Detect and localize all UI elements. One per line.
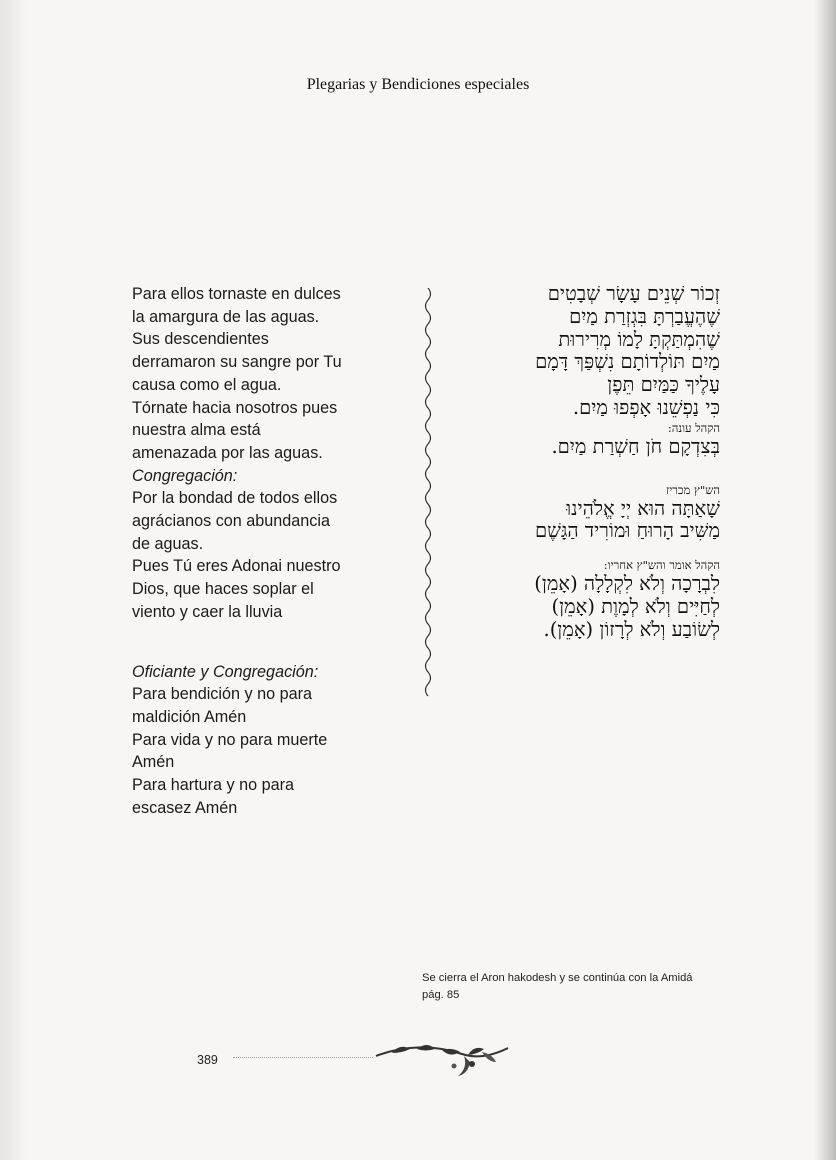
running-header: Plegarias y Bendiciones especiales bbox=[306, 76, 530, 93]
hebrew-line: מַשִּׁיב הָרוּחַ וּמוֹרִיד הַגָּשֶׁם bbox=[534, 519, 720, 543]
spanish-line: Sus descendientes bbox=[132, 330, 269, 349]
spanish-line: agrácianos con abundancia bbox=[132, 512, 330, 531]
congregation-label: Congregación: bbox=[132, 466, 238, 485]
spanish-line: Por la bondad de todos ellos bbox=[132, 489, 338, 508]
officiant-label: Oficiante y Congregación: bbox=[132, 662, 319, 681]
hebrew-line: שֶׁהִמְתַּקְתָּ לָמוֹ מְרִירוּת bbox=[558, 327, 720, 351]
hebrew-rubric: הש"ץ מכריז bbox=[665, 482, 720, 497]
spanish-line: Para bendición y no para bbox=[132, 685, 312, 704]
hebrew-line: שָׁאַתָּה הוּא יְיָ אֱלֹהֵינוּ bbox=[566, 496, 720, 520]
spanish-line: Dios, que haces soplar el bbox=[132, 580, 314, 599]
hebrew-column bbox=[452, 283, 720, 642]
spanish-line: escasez Amén bbox=[132, 798, 238, 817]
spanish-column bbox=[132, 283, 432, 819]
hebrew-line: זְכוֹר שְׁנֵים עָשָׂר שְׁבָטִים bbox=[547, 282, 720, 305]
spanish-line: amenazada por las aguas. bbox=[132, 443, 323, 462]
hebrew-line: שֶׁהֶעֱבַרְתָּ בִּגְזְרַת מַיִם bbox=[569, 304, 720, 328]
spanish-line: viento y caer la lluvia bbox=[132, 602, 283, 621]
spanish-line: derramaron su sangre por Tu bbox=[132, 353, 342, 372]
hebrew-line: כִּי נַפְשֵׁנוּ אָפְפוּ מַיִם. bbox=[572, 395, 720, 419]
wavy-divider bbox=[418, 288, 438, 698]
spanish-line: Para vida y no para muerte bbox=[132, 730, 328, 749]
hebrew-line: לְחַיִּים וְלֹא לְמָוֶת (אָמֵן) bbox=[551, 594, 720, 618]
footnote: Se cierra el Aron hakodesh y se continúa con la Amidá pág. 85 bbox=[422, 972, 693, 1001]
page-number: 389 bbox=[197, 1053, 218, 1067]
spanish-line: maldición Amén bbox=[132, 707, 247, 726]
page-right-shadow bbox=[814, 0, 836, 1160]
spanish-line: Para ellos tornaste en dulces bbox=[132, 285, 341, 303]
hebrew-rubric: הקהל עונה: bbox=[667, 420, 720, 435]
hebrew-rubric: הקהל אומר והש"ץ אחריו: bbox=[603, 558, 720, 573]
spanish-line: Para hartura y no para bbox=[132, 776, 294, 795]
hebrew-line: מַיִם תּוֹלְדוֹתָם נִשְׁפַּךְ דָּמָם bbox=[535, 350, 720, 374]
vine-ornament-icon bbox=[372, 1036, 512, 1084]
spanish-line: Tórnate hacia nosotros pues bbox=[132, 398, 338, 417]
spanish-line: Pues Tú eres Adonai nuestro bbox=[132, 557, 341, 576]
hebrew-line: לְשׂוֹבַע וְלֹא לְרָזוֹן (אָמֵן). bbox=[543, 617, 720, 641]
spanish-line: de aguas. bbox=[132, 534, 204, 553]
spanish-line: la amargura de las aguas. bbox=[132, 307, 320, 326]
spanish-line: Amén bbox=[132, 753, 175, 772]
hebrew-line: בְּצִדְקָם חֹן חַשְׁרַת מַיִם. bbox=[551, 434, 720, 458]
spanish-line: nuestra alma está bbox=[132, 421, 261, 440]
hebrew-line: עָלֶיךָ כַּמַּיִם תֵּפֶן bbox=[607, 373, 720, 397]
hebrew-line: לִבְרָכָה וְלֹא לִקְלָלָה (אָמֵן) bbox=[534, 572, 720, 596]
footer-dotted-rule bbox=[233, 1057, 373, 1058]
page-left-shadow bbox=[0, 0, 30, 1160]
spanish-line: causa como el agua. bbox=[132, 375, 282, 394]
